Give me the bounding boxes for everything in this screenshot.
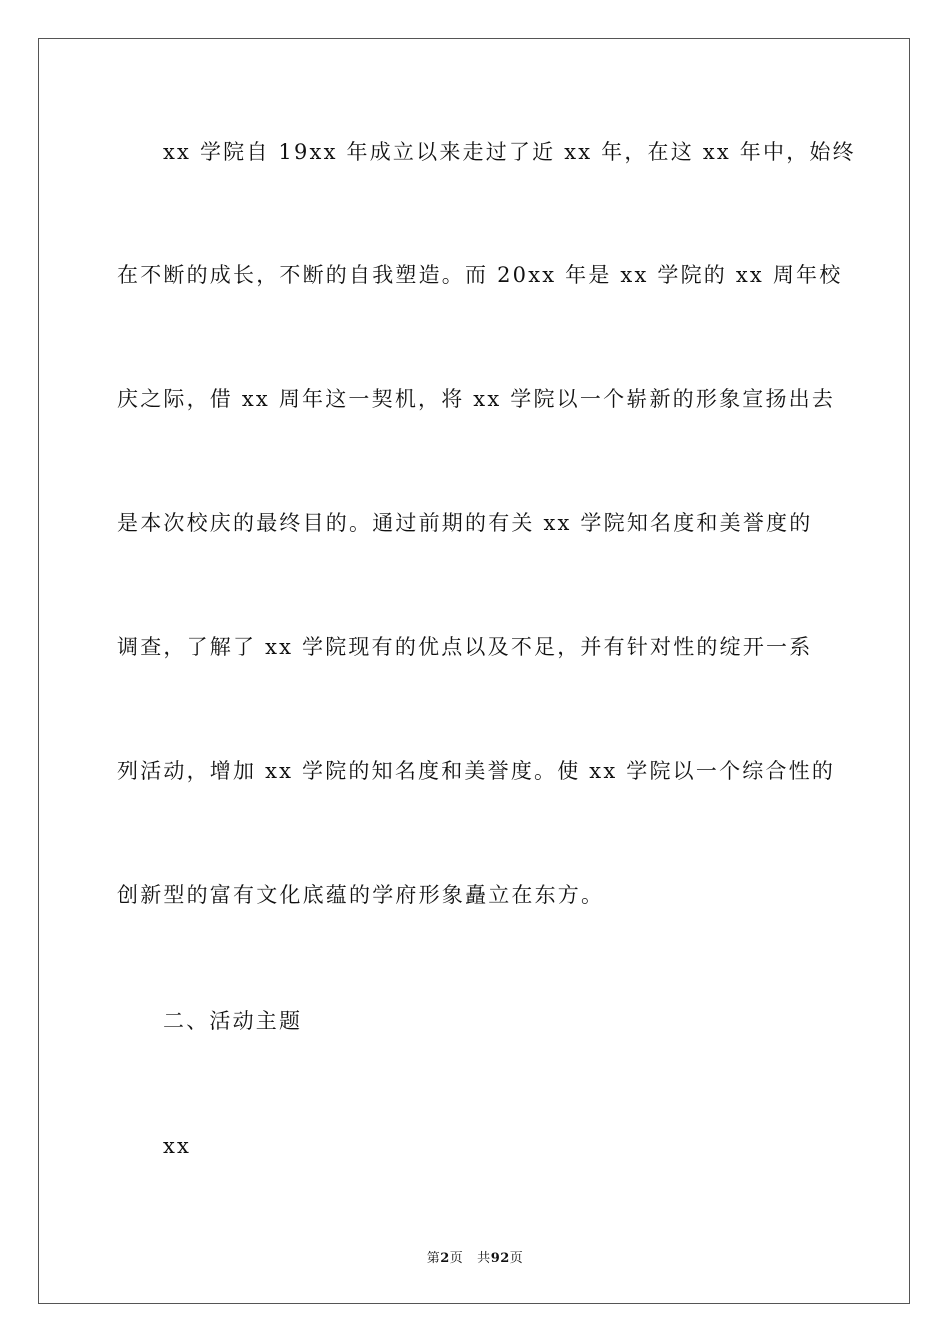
page-footer <box>0 1247 950 1266</box>
footer-page-suffix: 页 <box>449 1251 464 1266</box>
paragraph-line-3: 庆之际，借 xx 周年这一契机，将 xx 学院以一个崭新的形象宣扬出去 <box>117 387 836 411</box>
footer-page-number: 2 <box>440 1251 450 1266</box>
footer-total-suffix: 页 <box>509 1251 524 1266</box>
paragraph-line-1: xx 学院自 19xx 年成立以来走过了近 xx 年，在这 xx 年中，始终 <box>163 140 856 164</box>
footer-page-prefix: 第 <box>426 1251 441 1266</box>
footer-total-pages: 92 <box>490 1251 510 1266</box>
paragraph-line-2: 在不断的成长，不断的自我塑造。而 20xx 年是 xx 学院的 xx 周年校 <box>117 263 843 287</box>
paragraph-line-7: 创新型的富有文化底蕴的学府形象矗立在东方。 <box>117 883 605 907</box>
paragraph-line-5: 调查，了解了 xx 学院现有的优点以及不足，并有针对性的绽开一系 <box>117 635 813 659</box>
paragraph-line-4: 是本次校庆的最终目的。通过前期的有关 xx 学院知名度和美誉度的 <box>117 511 813 535</box>
page-border <box>38 38 910 1304</box>
paragraph-line-6: 列活动，增加 xx 学院的知名度和美誉度。使 xx 学院以一个综合性的 <box>117 759 836 783</box>
section-body: xx <box>163 1134 192 1158</box>
section-heading: 二、活动主题 <box>163 1009 303 1033</box>
footer-total-prefix: 共 <box>477 1251 491 1266</box>
